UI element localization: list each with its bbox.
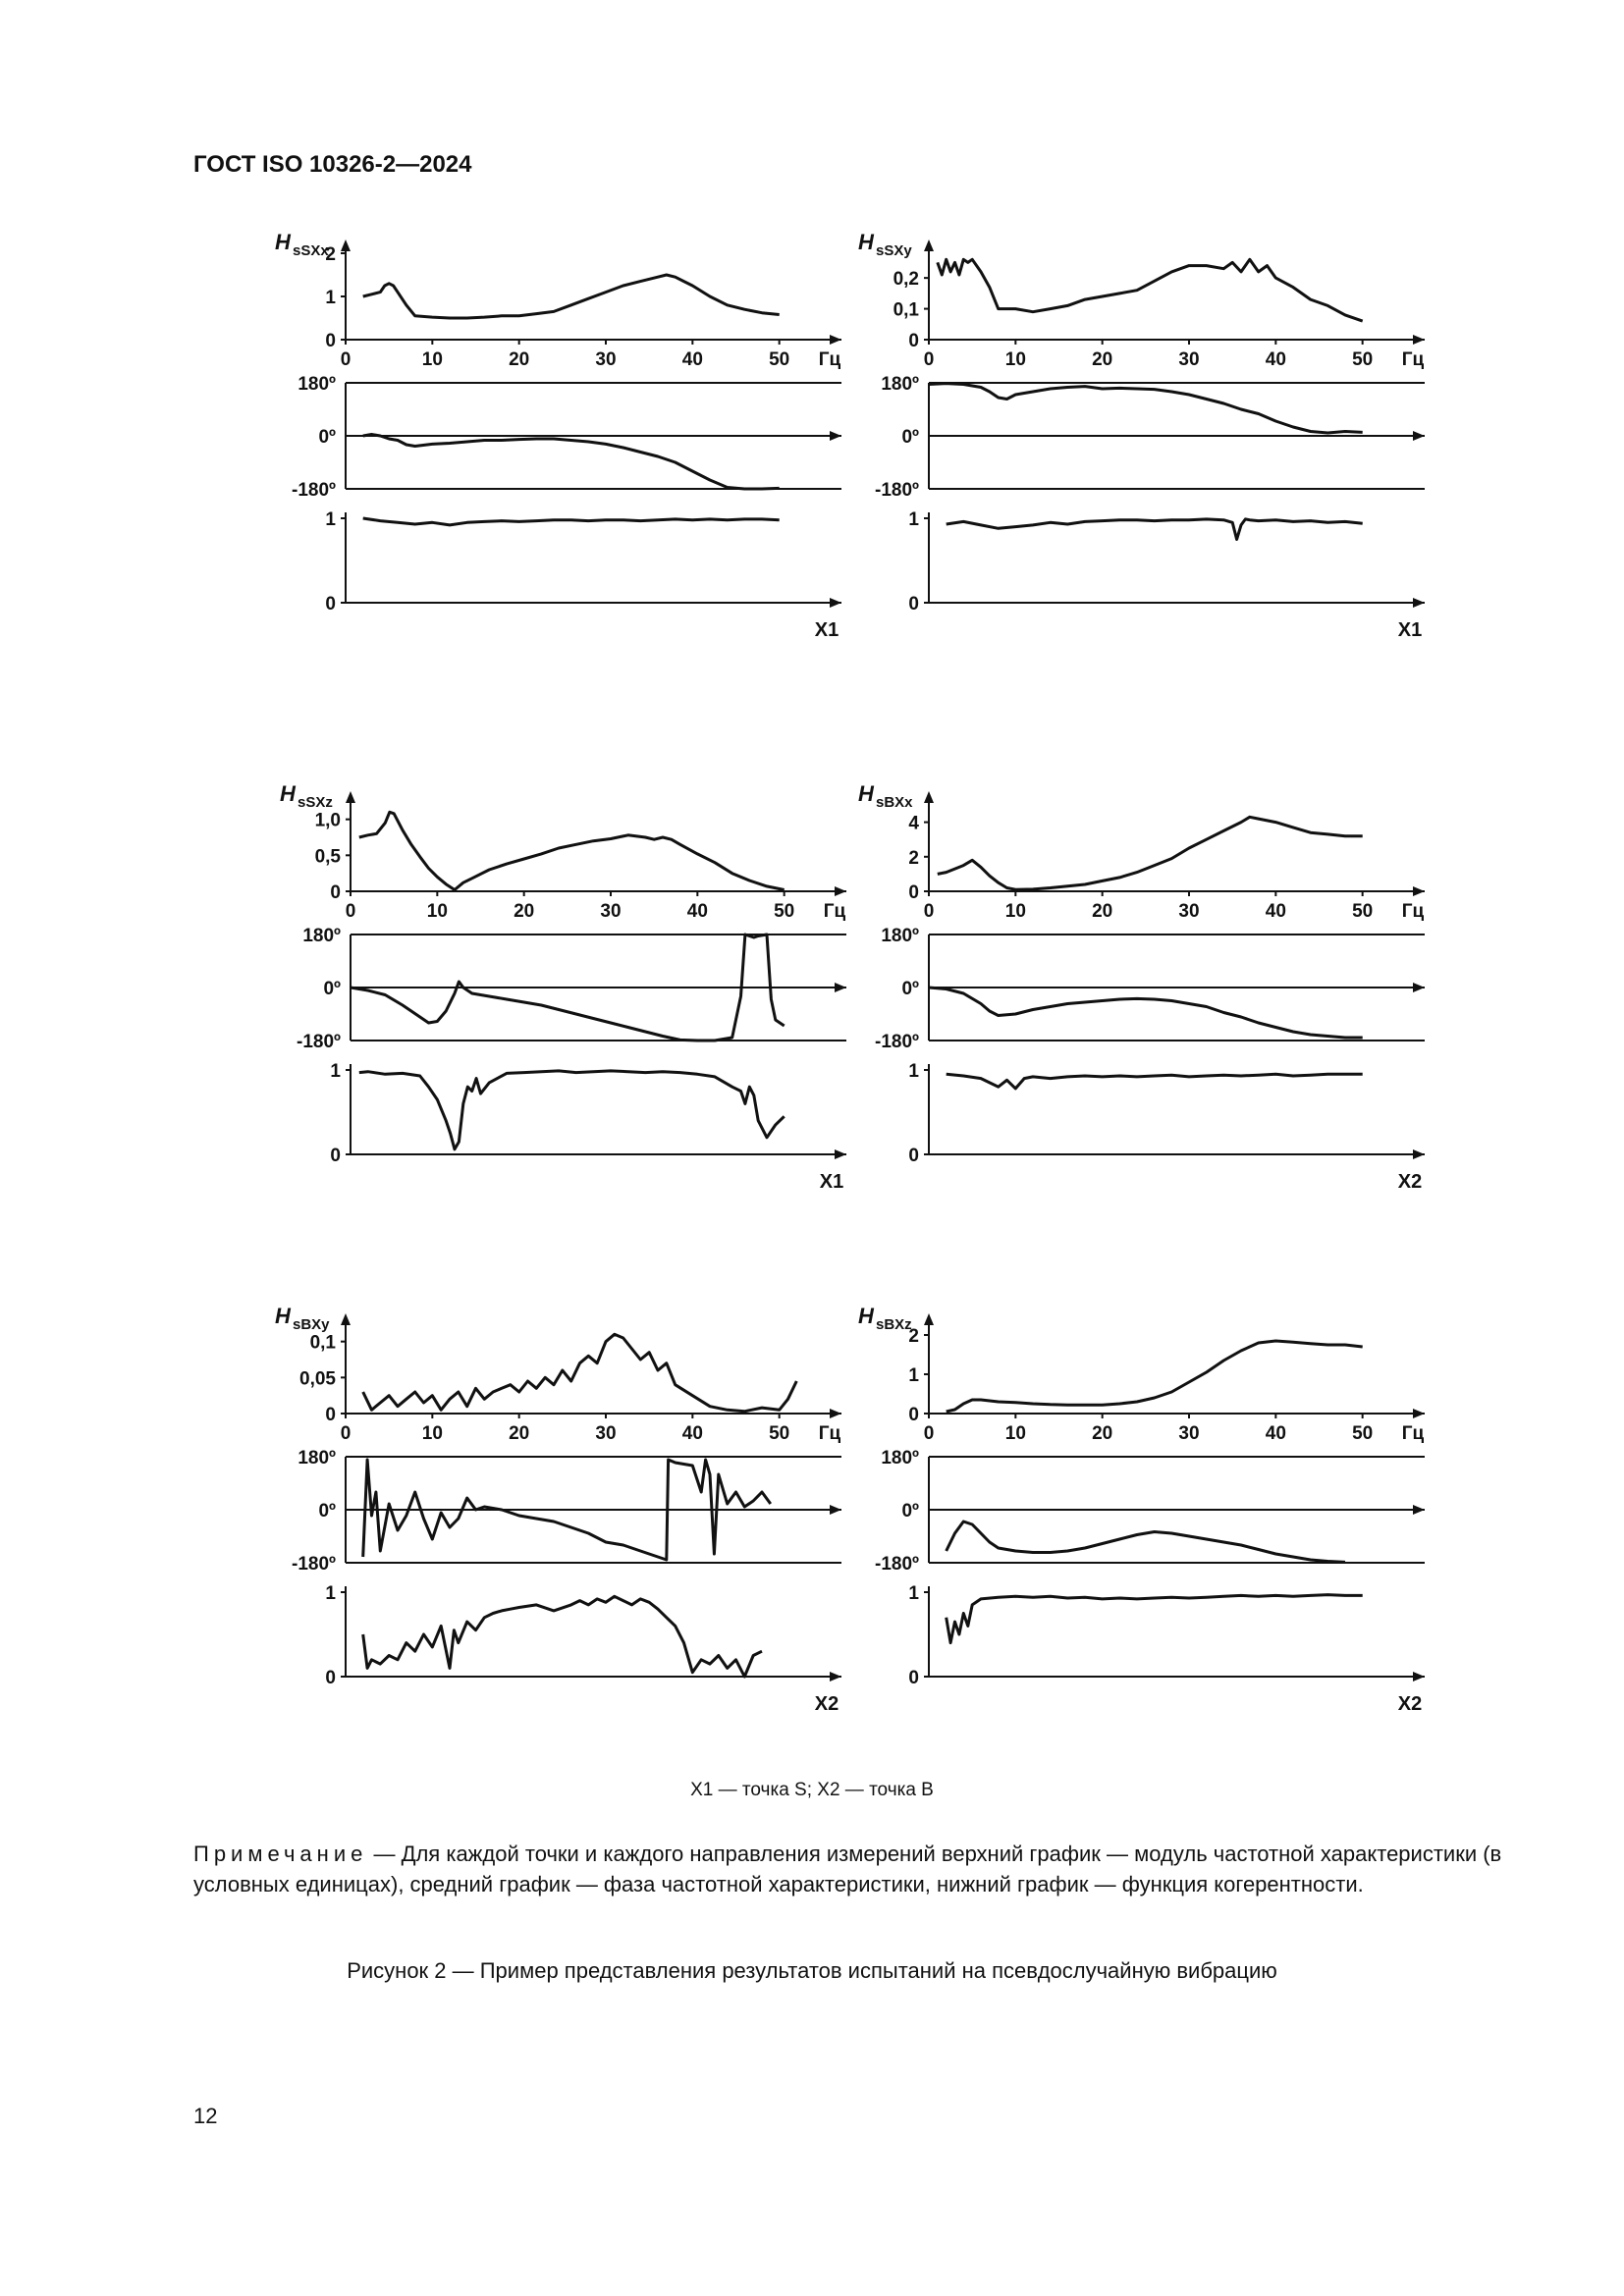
chart-sSXz: [280, 781, 846, 1193]
magnitude-x-tick-label: 50: [1352, 1423, 1374, 1444]
coherence-y-tick-label: 1: [325, 1583, 336, 1604]
coherence-y-tick-label: 0: [908, 1668, 919, 1688]
magnitude-x-tick-label: 50: [1352, 901, 1374, 922]
coherence-series-line: [947, 1074, 1363, 1089]
coherence-y-tick-label: 0: [908, 594, 919, 614]
magnitude-y-tick-label: 0: [325, 331, 336, 351]
magnitude-x-unit: Гц: [818, 349, 841, 370]
magnitude-y-label-sub: sSXy: [876, 242, 912, 259]
phase-x-arrow: [835, 983, 846, 992]
magnitude-series-line: [938, 817, 1363, 889]
magnitude-x-unit: Гц: [1401, 1423, 1425, 1444]
magnitude-y-label-sub: sSXz: [298, 794, 333, 811]
phase-y-tick-label: 0º: [901, 979, 919, 999]
phase-x-arrow: [1413, 431, 1425, 441]
magnitude-y-tick-label: 2: [908, 1326, 919, 1347]
magnitude-y-label: H: [280, 781, 296, 806]
coherence-y-tick-label: 1: [908, 509, 919, 530]
magnitude-x-tick-label: 20: [509, 1423, 530, 1444]
coherence-x-arrow: [830, 1672, 841, 1682]
magnitude-x-tick-label: 20: [1092, 349, 1113, 370]
magnitude-y-arrow: [346, 791, 355, 803]
coherence-series-line: [359, 1071, 785, 1149]
magnitude-x-tick-label: 30: [1178, 1423, 1200, 1444]
phase-x-arrow: [830, 1505, 841, 1515]
magnitude-y-tick-label: 0,1: [309, 1332, 336, 1354]
phase-y-tick-label: 0º: [323, 979, 341, 999]
magnitude-x-tick-label: 50: [774, 901, 795, 922]
coherence-series-line: [363, 518, 780, 525]
magnitude-x-arrow: [830, 1409, 841, 1418]
coherence-y-tick-label: 0: [330, 1146, 341, 1166]
magnitude-y-tick-label: 1: [325, 288, 336, 308]
coherence-x-arrow: [1413, 1149, 1425, 1159]
magnitude-x-tick-label: 40: [1265, 349, 1286, 370]
coherence-x-arrow: [830, 598, 841, 608]
phase-y-tick-label: 180º: [881, 1448, 919, 1468]
magnitude-x-tick-label: 20: [514, 901, 535, 922]
coherence-y-tick-label: 1: [330, 1061, 341, 1082]
magnitude-y-arrow: [924, 1313, 934, 1325]
coherence-x-arrow: [1413, 598, 1425, 608]
magnitude-series-line: [938, 259, 1363, 321]
magnitude-y-tick-label: 0: [908, 331, 919, 351]
phase-y-tick-label: 0º: [318, 427, 336, 448]
phase-y-tick-label: -180º: [297, 1032, 341, 1052]
phase-y-tick-label: -180º: [292, 1554, 336, 1575]
magnitude-x-tick-label: 50: [1352, 349, 1374, 370]
magnitude-x-tick-label: 30: [595, 349, 617, 370]
coherence-y-tick-label: 1: [325, 509, 336, 530]
phase-y-tick-label: 180º: [302, 926, 341, 946]
magnitude-x-tick-label: 10: [1004, 1423, 1026, 1444]
magnitude-y-label: H: [858, 1304, 874, 1328]
figure-caption: Рисунок 2 — Пример представления результатов испытаний на псевдослучайную вибрацию: [347, 1958, 1277, 1983]
coherence-y-tick-label: 1: [908, 1061, 919, 1082]
coherence-series-line: [363, 1596, 762, 1677]
page-number: 12: [193, 2104, 218, 2128]
document-header: ГОСТ ISO 10326-2—2024: [193, 151, 472, 178]
phase-series-line: [363, 435, 780, 490]
magnitude-y-label-sub: sSXx: [293, 242, 329, 259]
phase-y-tick-label: -180º: [875, 1032, 919, 1052]
magnitude-series-line: [363, 1334, 797, 1412]
note-text: — Для каждой точки и каждого направления измерений верхний график — модуль частотной характеристики (в условных единицах), средний график — фаза частотной характеристики, нижний график — функция когерентности.: [193, 1842, 1502, 1896]
magnitude-y-tick-label: 1,0: [314, 810, 341, 831]
magnitude-x-tick-label: 0: [923, 349, 935, 370]
coherence-y-tick-label: 0: [325, 594, 336, 614]
magnitude-y-label-sub: sBXx: [876, 794, 913, 811]
magnitude-y-arrow: [341, 1313, 351, 1325]
magnitude-y-label: H: [858, 230, 874, 254]
note-prefix: Примечание: [193, 1842, 368, 1866]
phase-y-tick-label: -180º: [875, 480, 919, 501]
magnitude-series-line: [947, 1341, 1363, 1412]
magnitude-x-tick-label: 40: [686, 901, 708, 922]
magnitude-x-tick-label: 40: [681, 1423, 703, 1444]
coherence-y-tick-label: 0: [325, 1668, 336, 1688]
point-label: X2: [1397, 1693, 1423, 1715]
point-label: X2: [814, 1693, 839, 1715]
phase-series-line: [929, 988, 1363, 1038]
phase-series-line: [947, 1522, 1345, 1562]
magnitude-x-tick-label: 20: [1092, 901, 1113, 922]
magnitude-y-tick-label: 0: [908, 1405, 919, 1425]
magnitude-y-tick-label: 0,05: [299, 1368, 336, 1390]
magnitude-x-arrow: [1413, 335, 1425, 345]
magnitude-x-tick-label: 0: [345, 901, 356, 922]
magnitude-y-arrow: [341, 240, 351, 251]
magnitude-x-tick-label: 40: [681, 349, 703, 370]
coherence-x-arrow: [1413, 1672, 1425, 1682]
magnitude-x-tick-label: 30: [595, 1423, 617, 1444]
magnitude-x-tick-label: 20: [1092, 1423, 1113, 1444]
magnitude-y-tick-label: 0,2: [893, 269, 919, 291]
magnitude-x-tick-label: 30: [1178, 349, 1200, 370]
magnitude-x-tick-label: 30: [600, 901, 622, 922]
magnitude-x-tick-label: 0: [923, 901, 935, 922]
phase-x-arrow: [1413, 983, 1425, 992]
chart-sBXy: [275, 1304, 841, 1715]
magnitude-y-tick-label: 0,5: [314, 846, 341, 868]
magnitude-x-arrow: [830, 335, 841, 345]
magnitude-x-unit: Гц: [1401, 349, 1425, 370]
magnitude-x-arrow: [835, 886, 846, 896]
point-label: X1: [814, 619, 839, 641]
magnitude-y-tick-label: 0: [330, 882, 341, 903]
phase-x-arrow: [830, 431, 841, 441]
point-label: X1: [1397, 619, 1423, 641]
magnitude-x-tick-label: 20: [509, 349, 530, 370]
chart-sSXy: [858, 230, 1425, 641]
magnitude-x-unit: Гц: [1401, 901, 1425, 922]
point-legend: X1 — точка S; X2 — точка B: [690, 1780, 934, 1800]
coherence-y-tick-label: 1: [908, 1583, 919, 1604]
magnitude-x-tick-label: 30: [1178, 901, 1200, 922]
coherence-series-line: [947, 519, 1363, 540]
magnitude-x-tick-label: 40: [1265, 901, 1286, 922]
phase-y-tick-label: -180º: [875, 1554, 919, 1575]
magnitude-y-tick-label: 0,1: [893, 299, 919, 321]
magnitude-x-tick-label: 10: [421, 1423, 443, 1444]
magnitude-x-unit: Гц: [818, 1423, 841, 1444]
phase-y-tick-label: 0º: [901, 1501, 919, 1522]
magnitude-x-tick-label: 10: [1004, 349, 1026, 370]
magnitude-x-tick-label: 0: [340, 349, 352, 370]
magnitude-y-label: H: [275, 1304, 291, 1328]
chart-sBXz: [858, 1304, 1425, 1715]
phase-y-tick-label: 180º: [298, 1448, 336, 1468]
magnitude-x-tick-label: 10: [421, 349, 443, 370]
magnitude-x-tick-label: 40: [1265, 1423, 1286, 1444]
coherence-x-arrow: [835, 1149, 846, 1159]
point-label: X1: [819, 1171, 844, 1193]
phase-y-tick-label: 180º: [881, 374, 919, 395]
magnitude-y-label-sub: sBXz: [876, 1316, 912, 1333]
magnitude-x-tick-label: 50: [769, 1423, 790, 1444]
magnitude-y-arrow: [924, 791, 934, 803]
magnitude-series-line: [359, 812, 785, 889]
phase-y-tick-label: 0º: [901, 427, 919, 448]
magnitude-x-tick-label: 10: [1004, 901, 1026, 922]
magnitude-y-tick-label: 2: [325, 244, 336, 265]
magnitude-series-line: [363, 275, 780, 318]
figure-note: [193, 1839, 1525, 1899]
magnitude-y-tick-label: 0: [908, 882, 919, 903]
phase-y-tick-label: 180º: [298, 374, 336, 395]
magnitude-y-label: H: [858, 781, 874, 806]
magnitude-x-tick-label: 0: [340, 1423, 352, 1444]
magnitude-y-tick-label: 0: [325, 1405, 336, 1425]
magnitude-x-tick-label: 0: [923, 1423, 935, 1444]
magnitude-x-unit: Гц: [823, 901, 846, 922]
phase-y-tick-label: 180º: [881, 926, 919, 946]
chart-sBXx: [858, 781, 1425, 1193]
chart-sSXx: [275, 230, 841, 641]
point-label: X2: [1397, 1171, 1423, 1193]
coherence-y-tick-label: 0: [908, 1146, 919, 1166]
coherence-series-line: [947, 1595, 1363, 1643]
magnitude-y-tick-label: 2: [908, 847, 919, 869]
phase-y-tick-label: -180º: [292, 480, 336, 501]
phase-y-tick-label: 0º: [318, 1501, 336, 1522]
magnitude-x-arrow: [1413, 1409, 1425, 1418]
magnitude-y-arrow: [924, 240, 934, 251]
magnitude-x-arrow: [1413, 886, 1425, 896]
phase-x-arrow: [1413, 1505, 1425, 1515]
magnitude-y-tick-label: 1: [908, 1365, 919, 1386]
magnitude-x-tick-label: 50: [769, 349, 790, 370]
magnitude-y-label-sub: sBXy: [293, 1316, 330, 1333]
phase-series-line: [929, 384, 1363, 433]
magnitude-x-tick-label: 10: [426, 901, 448, 922]
magnitude-y-label: H: [275, 230, 291, 254]
magnitude-y-tick-label: 4: [908, 813, 919, 834]
